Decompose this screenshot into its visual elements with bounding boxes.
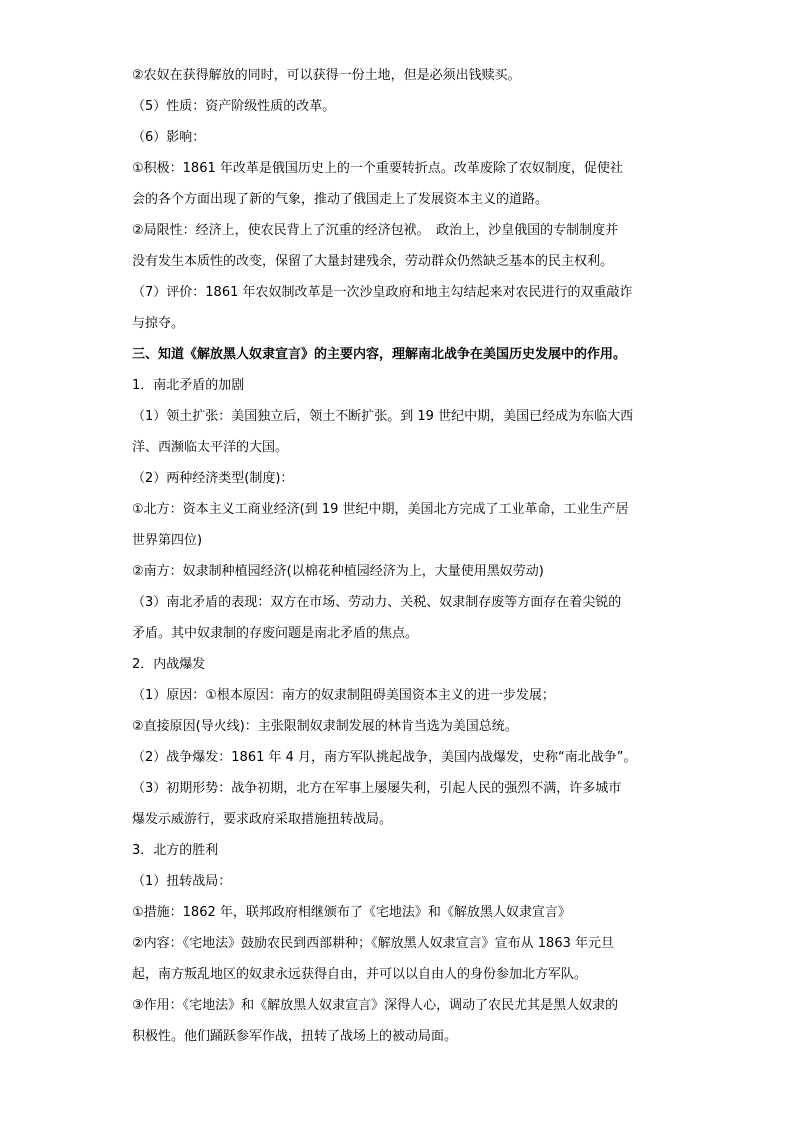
text-line: 与掠夺。 bbox=[132, 316, 185, 331]
text-line: 矛盾。其中奴隶制的存废问题是南北矛盾的焦点。 bbox=[132, 626, 419, 641]
section-heading: 三、知道《解放黑人奴隶宣言》的主要内容，理解南北战争在美国历史发展中的作用。 bbox=[132, 347, 627, 362]
text-line: （2）战争爆发：1861 年 4 月，南方军队挑起战争，美国内战爆发，史称“南北战争”。 bbox=[132, 750, 637, 765]
text-line: （1）扭转战局： bbox=[132, 874, 232, 889]
text-line: 2．内战爆发 bbox=[132, 657, 206, 672]
text-line: （7）评价：1861 年农奴制改革是一次沙皇政府和地主勾结起来对农民进行的双重敲诈 bbox=[132, 285, 633, 300]
text-line: ③作用：《宅地法》和《解放黑人奴隶宣言》深得人心，调动了农民尤其是黑人奴隶的 bbox=[132, 998, 619, 1013]
text-line: （1）原因：①根本原因：南方的奴隶制阻碍美国资本主义的进一步发展； bbox=[132, 688, 555, 703]
text-line: 洋、西濒临太平洋的大国。 bbox=[132, 440, 289, 455]
text-line: ②直接原因(导火线)：主张限制奴隶制发展的林肯当选为美国总统。 bbox=[132, 719, 518, 734]
text-line: ②农奴在获得解放的同时，可以获得一份土地，但是必须出钱赎买。 bbox=[132, 68, 521, 83]
text-line: 1．南北矛盾的加剧 bbox=[132, 378, 245, 393]
text-line: （3）南北矛盾的表现：双方在市场、劳动力、关税、奴隶制存废等方面存在着尖锐的 bbox=[132, 595, 622, 610]
document-page bbox=[132, 60, 664, 1052]
text-line: 会的各个方面出现了新的气象，推动了俄国走上了发展资本主义的道路。 bbox=[132, 192, 549, 207]
text-line: （3）初期形势：战争初期，北方在军事上屡屡失利，引起人民的强烈不满，许多城市 bbox=[132, 781, 622, 796]
text-line: 积极性。他们踊跃参军作战，扭转了战场上的被动局面。 bbox=[132, 1029, 458, 1044]
text-line: 没有发生本质性的改变，保留了大量封建残余，劳动群众仍然缺乏基本的民主权利。 bbox=[132, 254, 614, 269]
text-line: （2）两种经济类型(制度)： bbox=[132, 471, 294, 486]
text-line: （1）领土扩张：美国独立后，领土不断扩张。到 19 世纪中期，美国已经成为东临大西 bbox=[132, 409, 634, 424]
text-line: （6）影响： bbox=[132, 130, 206, 145]
text-line: ①积极：1861 年改革是俄国历史上的一个重要转折点。改革废除了农奴制度，促使社 bbox=[132, 161, 623, 176]
text-line: 世界第四位) bbox=[132, 533, 203, 548]
text-line: ①北方：资本主义工商业经济(到 19 世纪中期，美国北方完成了工业革命，工业生产居 bbox=[132, 502, 629, 517]
text-line: 3．北方的胜利 bbox=[132, 843, 219, 858]
text-line: （5）性质：资产阶级性质的改革。 bbox=[132, 99, 336, 114]
text-line: 起，南方叛乱地区的奴隶永远获得自由，并可以以自由人的身份参加北方军队。 bbox=[132, 967, 588, 982]
text-line: ②内容：《宅地法》鼓励农民到西部耕种；《解放黑人奴隶宣言》宣布从 1863 年元旦 bbox=[132, 936, 615, 951]
text-line: ①措施：1862 年，联邦政府相继颁布了《宅地法》和《解放黑人奴隶宣言》 bbox=[132, 905, 571, 920]
text-line: ②南方：奴隶制种植园经济(以棉花种植园经济为上，大量使用黑奴劳动) bbox=[132, 564, 544, 579]
text-line: ②局限性：经济上，使农民背上了沉重的经济包袱。 政治上，沙皇俄国的专制制度并 bbox=[132, 223, 619, 238]
text-line: 爆发示威游行，要求政府采取措施扭转战局。 bbox=[132, 812, 393, 827]
